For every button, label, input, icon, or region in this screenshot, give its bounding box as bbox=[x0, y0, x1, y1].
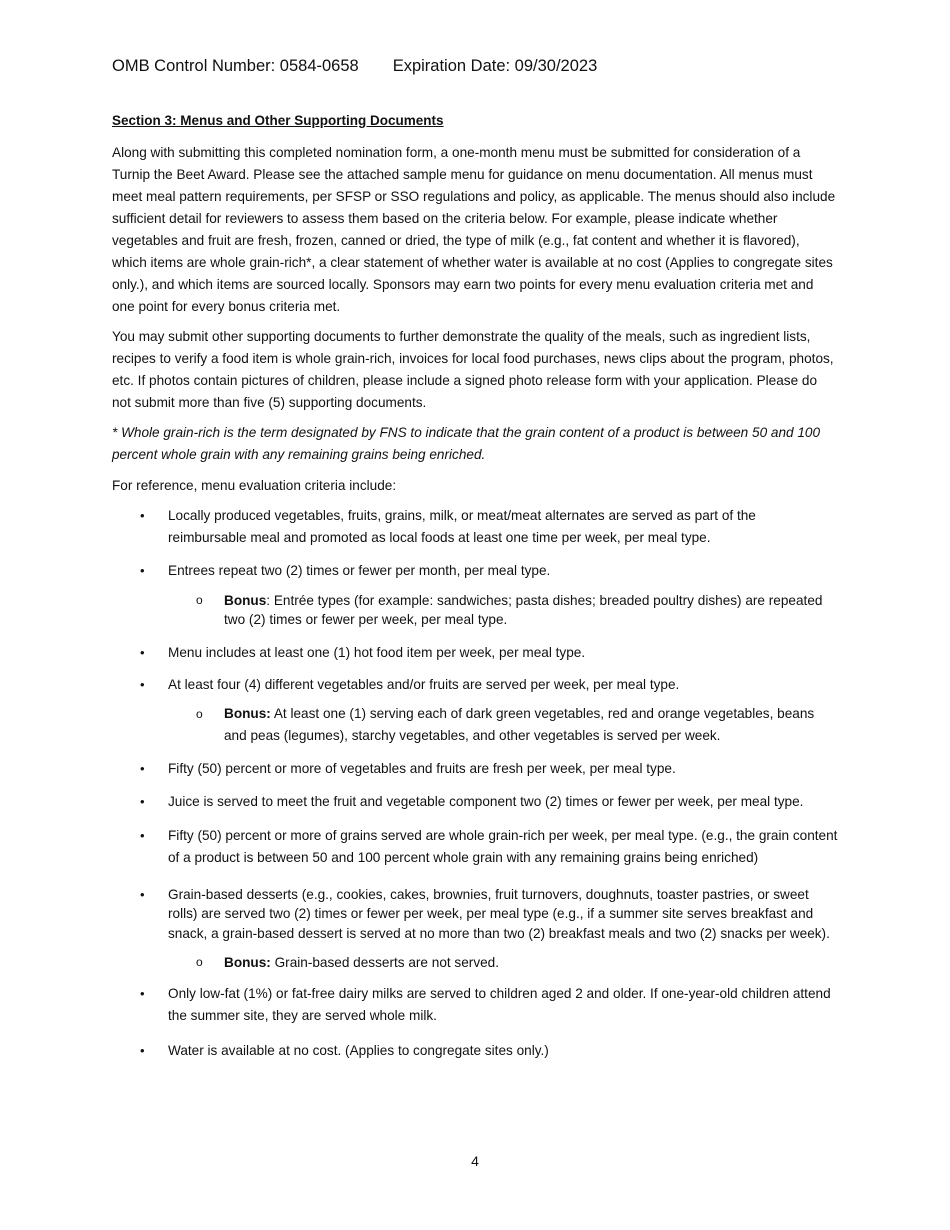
criteria-item-hot-food bbox=[112, 643, 838, 663]
bonus-text: Grain-based desserts are not served. bbox=[270, 955, 500, 970]
expiration-date: Expiration Date: 09/30/2023 bbox=[392, 57, 598, 75]
criteria-item-milk bbox=[112, 983, 838, 1027]
criteria-text: Juice is served to meet the fruit and vegetable component two (2) times or fewer per week, per meal type. bbox=[168, 794, 804, 809]
criteria-item-entrees bbox=[112, 561, 838, 581]
omb-control-number: OMB Control Number: 0584-0658 bbox=[112, 57, 359, 75]
bullet-icon: • bbox=[140, 827, 145, 843]
bonus-label: Bonus: bbox=[224, 705, 271, 721]
criteria-text: Menu includes at least one (1) hot food item per week, per meal type. bbox=[168, 644, 586, 660]
supporting-documents-paragraph: You may submit other supporting documents to further demonstrate the quality of the meals, such as ingredient lists, recipes to verify a food item is whole grain-rich, invoices for local food purchases, news clips about the program, photos, etc. If photos contain pictures of children, please include a signed photo release form with your application. Please do not submit more than five (5) supporting documents. bbox=[112, 329, 834, 410]
criteria-text: Locally produced vegetables, fruits, grains, milk, or meat/meat alternates are served as part of the reimbursable meal and promoted as local foods at least one time per week, per meal type. bbox=[168, 508, 756, 545]
criteria-intro: For reference, menu evaluation criteria include: bbox=[112, 478, 397, 493]
page-header bbox=[112, 57, 597, 76]
criteria-text: Water is available at no cost. (Applies to congregate sites only.) bbox=[168, 1042, 549, 1058]
bullet-icon: • bbox=[140, 1042, 145, 1058]
sub-bullet-icon: o bbox=[196, 706, 203, 721]
criteria-item-water bbox=[112, 1041, 838, 1061]
bonus-item-entree-types bbox=[112, 591, 838, 630]
bullet-icon: • bbox=[140, 563, 145, 578]
sub-bullet-icon: o bbox=[196, 955, 203, 969]
intro-paragraph: Along with submitting this completed nomination form, a one-month menu must be submitted for consideration of a Turnip the Beet Award. Please see the attached sample menu for guidance on menu documentation. All menus must meet meal pattern requirements, per SFSP or SSO regulations and policy, as applicable. The menus should also include sufficient detail for reviewers to assess them based on the criteria below. For example, please indicate whether vegetables and fruit are fresh, frozen, canned or dried, the type of milk (e.g., fat content and whether it is flavored), which items are whole grain-rich*, a clear statement of whether water is available at no cost (Applies to congregate sites only.), and which items are sourced locally. Sponsors may earn two points for every menu evaluation criteria met and one point for every bonus criteria met. bbox=[112, 145, 836, 314]
bullet-icon: • bbox=[140, 677, 145, 692]
criteria-list bbox=[112, 505, 838, 1060]
criteria-text: Grain-based desserts (e.g., cookies, cakes, brownies, fruit turnovers, doughnuts, toaster pastries, or sweet rolls) are served two (2) times or fewer per week, per meal type (e.g., if a summer site serves breakfast and snack, a grain-based dessert is served at no more than two (2) breakfast meals and two (2) snacks per week). bbox=[168, 886, 830, 941]
bonus-item-vegetable-subgroups bbox=[112, 703, 838, 747]
bullet-icon: • bbox=[140, 794, 145, 809]
bonus-text: : Entrée types (for example: sandwiches; pasta dishes; breaded poultry dishes) are repeated two (2) times or fewer per week, per meal type. bbox=[224, 592, 823, 627]
bonus-label: Bonus: bbox=[224, 955, 271, 970]
bonus-label: Bonus bbox=[224, 592, 267, 608]
bonus-item-no-desserts bbox=[112, 953, 838, 973]
criteria-item-grain-desserts bbox=[112, 885, 838, 944]
criteria-item-whole-grain bbox=[112, 825, 838, 869]
bonus-text: At least one (1) serving each of dark green vegetables, red and orange vegetables, beans and peas (legumes), starchy vegetables, and other vegetables is served per week. bbox=[224, 705, 815, 743]
criteria-item-vegetables-fruits bbox=[112, 675, 838, 695]
criteria-item-juice bbox=[112, 792, 838, 812]
bullet-icon: • bbox=[140, 886, 145, 902]
bullet-icon: • bbox=[140, 760, 145, 776]
criteria-text: Fifty (50) percent or more of vegetables and fruits are fresh per week, per meal type. bbox=[168, 760, 676, 776]
criteria-item-fresh-produce bbox=[112, 759, 838, 779]
page-number: 4 bbox=[471, 1153, 479, 1169]
bullet-icon: • bbox=[140, 985, 145, 1001]
bullet-icon: • bbox=[140, 644, 145, 660]
sub-bullet-icon: o bbox=[196, 592, 203, 607]
section-title: Section 3: Menus and Other Supporting Documents bbox=[112, 113, 444, 128]
criteria-text: At least four (4) different vegetables and/or fruits are served per week, per meal type. bbox=[168, 677, 680, 692]
criteria-text: Entrees repeat two (2) times or fewer per month, per meal type. bbox=[168, 563, 551, 578]
criteria-text: Fifty (50) percent or more of grains served are whole grain-rich per week, per meal type. (e.g., the grain content of a product is between 50 and 100 percent whole grain with any remaining grains being enriched) bbox=[168, 827, 838, 865]
whole-grain-footnote: * Whole grain-rich is the term designated by FNS to indicate that the grain content of a product is between 50 and 100 percent whole grain with any remaining grains being enriched. bbox=[112, 425, 821, 462]
bullet-icon: • bbox=[140, 508, 145, 523]
criteria-text: Only low-fat (1%) or fat-free dairy milks are served to children aged 2 and older. If one-year-old children attend the summer site, they are served whole milk. bbox=[168, 985, 831, 1023]
criteria-item-local-foods bbox=[112, 505, 838, 549]
